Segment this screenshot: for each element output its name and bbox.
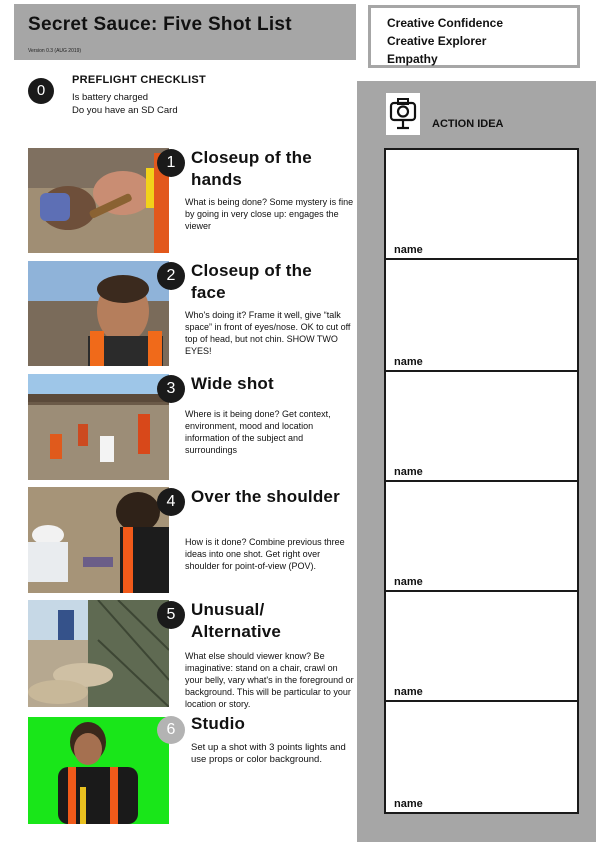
frame-name-label: name [394,686,423,698]
shot-title: Wide shot [191,374,274,393]
storyboard-frame [384,258,579,372]
checklist-item: Do you have an SD Card [72,105,178,116]
mindset-item: Empathy [387,52,438,66]
shot-number-badge: 6 [157,716,185,744]
shot-title: Closeup of the face [191,261,312,302]
shot-photo-hands [28,148,169,253]
shot-description: How is it done? Combine previous three ideas into one shot. Get right over shoulder for point-of-view (POV). [185,537,345,571]
shot-photo-unusual [28,600,169,707]
shot-number-badge: 5 [157,601,185,629]
version-label: Version 0.3 (AUG 2019) [28,48,82,54]
shot-title: Studio [191,714,246,733]
shot-description: Who's doing it? Frame it well, give “talk space” in front of eyes/nose. OK to cut off top of head, but not chin. SHOW TWO EYES! [185,310,351,356]
mindset-box [368,5,580,68]
frame-name-label: name [394,356,423,368]
checklist-item: Is battery charged [72,92,149,103]
camera-icon [386,93,420,135]
action-idea-title: ACTION IDEA [432,118,504,130]
shot-title: Over the shoulder [191,487,340,506]
shot-description: Set up a shot with 3 points lights and use props or color background. [191,742,346,765]
shot-title: Unusual/ Alternative [191,600,282,641]
shot-title: Closeup of the hands [191,148,312,189]
storyboard-frame [384,148,579,260]
storyboard-frame [384,700,579,814]
preflight-title: PREFLIGHT CHECKLIST [72,74,207,86]
shot-number-badge: 3 [157,375,185,403]
shot-photo-over-shoulder [28,487,169,593]
storyboard-frame [384,370,579,482]
storyboard-frame [384,590,579,702]
shot-description: What is being done? Some mystery is fine by going in very close up: engages the viewer [185,197,354,231]
frame-name-label: name [394,244,423,256]
shot-photo-wide [28,374,169,480]
shot-number-badge: 2 [157,262,185,290]
mindset-item: Creative Explorer [387,34,487,48]
frame-name-label: name [394,798,423,810]
storyboard-frame [384,480,579,592]
shot-number-badge: 1 [157,149,185,177]
mindset-item: Creative Confidence [387,16,504,30]
shot-number-badge: 4 [157,488,185,516]
shot-photo-studio [28,717,169,824]
preflight-number-badge: 0 [28,78,54,104]
shot-photo-face [28,261,169,366]
frame-name-label: name [394,576,423,588]
frame-name-label: name [394,466,423,478]
page-title: Secret Sauce: Five Shot List [28,14,292,35]
header-bar [14,4,356,60]
shot-description: What else should viewer know? Be imaginative: stand on a chair, crawl on your belly, vary what's in the foreground or background. This will be particular to your location or story. [185,651,354,709]
shot-description: Where is it being done? Get context, environment, mood and location information of the subject and surroundings [185,409,331,455]
